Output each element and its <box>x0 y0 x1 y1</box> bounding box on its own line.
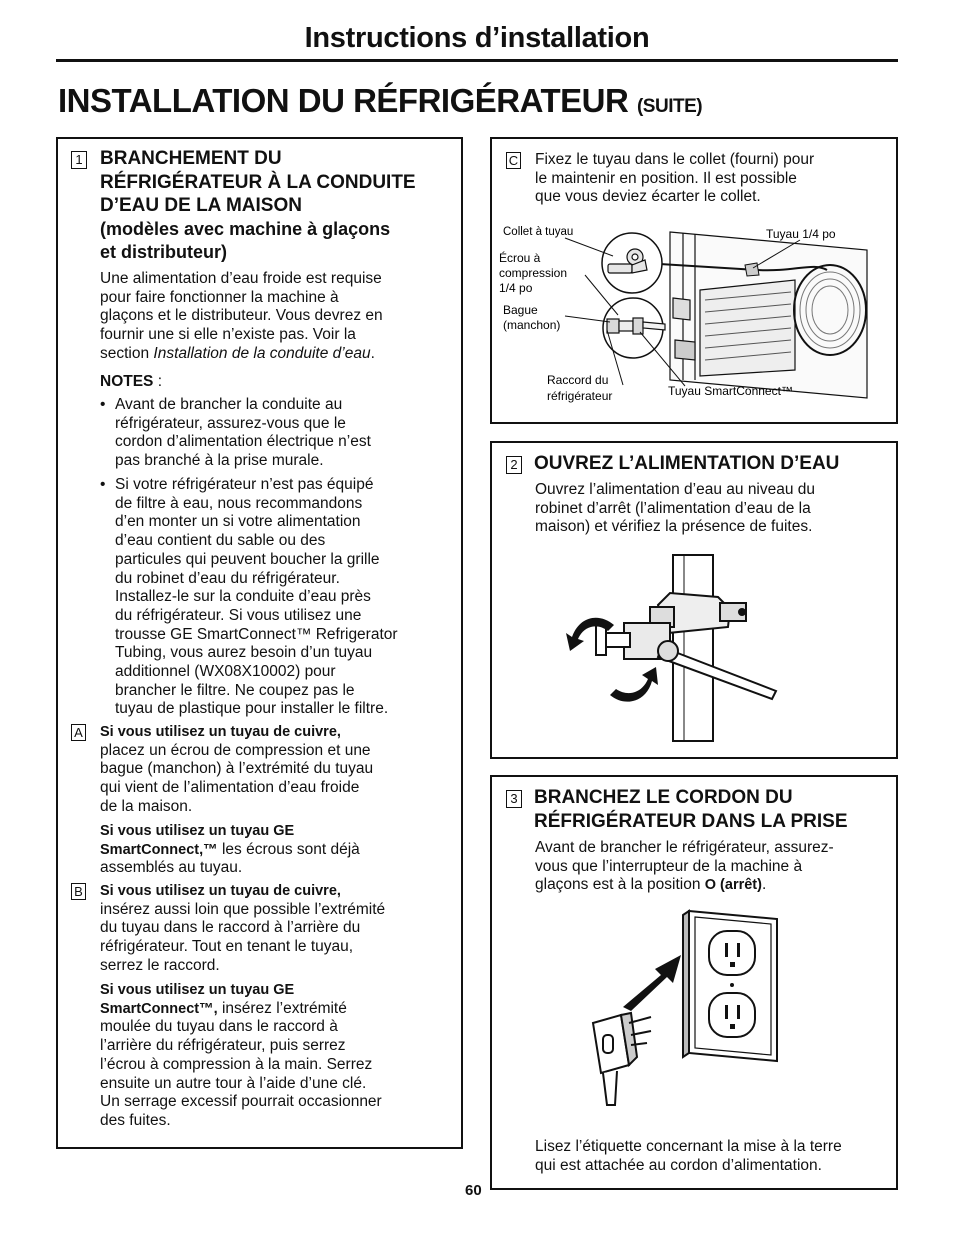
section-3-title: BRANCHEZ LE CORDON DU RÉFRIGÉRATEUR DANS LA PRISE <box>534 787 848 832</box>
outlet-receptacle-bottom <box>709 993 755 1037</box>
section-2-title: OUVREZ L’ALIMENTATION D’EAU <box>534 453 840 474</box>
page-title-main: INSTALLATION DU RÉFRIGÉRATEUR <box>58 82 629 119</box>
section-2-text: Ouvrez l’alimentation d’eau au niveau du robinet d’arrêt (l’alimentation d’eau de la maison) et vérifiez la présence de fuites. <box>535 481 816 536</box>
note-1: • Avant de brancher la conduite au réfrigérateur, assurez-vous que le cordon d’alimentation électrique n’est pas branché à la prise murale. <box>100 396 371 470</box>
step-b-marker: B <box>71 883 86 901</box>
section-3-text: Avant de brancher le réfrigérateur, assurez- vous que l’interrupteur de la machine à glaçons est à la position O (arrêt). <box>535 839 834 894</box>
shutoff-valve-illustration <box>560 553 800 745</box>
label-ecrou-3: 1/4 po <box>499 281 533 295</box>
tubing-connection-diagram <box>495 220 893 418</box>
label-ecrou-1: Écrou à <box>499 251 541 265</box>
step-a-smartconnect: Si vous utilisez un tuyau GE SmartConnect,™ les écrous sont déjà assemblés au tuyau. <box>100 823 360 877</box>
section-3-footer-note: Lisez l’étiquette concernant la mise à la terre qui est attachée au cordon d’alimentation. <box>535 1138 842 1174</box>
label-tuyau-quart: Tuyau 1/4 po <box>766 227 836 241</box>
note-2: • Si votre réfrigérateur n’est pas équipé de filtre à eau, nous recommandons d’en monter un si votre alimentation d’eau contient du sable ou des particules qui peuvent boucher la grille du robinet d’eau du réfrigérateur. Installez-le sur la conduite d’eau près du réfrigérateur. Si vous utilisez une trousse GE SmartConnect™ Refrigerator Tubing, vous aurez besoin d’un tuyau additionnel (WX08X10002) pour brancher le filtre. Ne coupez pas le tuyau de plastique pour installer le filtre. <box>100 476 398 718</box>
notes-label: NOTES : <box>100 373 163 390</box>
vertical-water-pipe <box>673 555 713 741</box>
wall-outlet-illustration <box>585 905 790 1115</box>
bullet-icon: • <box>100 396 106 413</box>
label-bague-2: (manchon) <box>503 318 561 332</box>
rotate-arrow-bottom-icon <box>610 667 658 702</box>
section-1-number: 1 <box>71 151 87 169</box>
step-c-text: Fixez le tuyau dans le collet (fourni) pour le maintenir en position. Il est possible que vous deviez écarter le collet. <box>535 151 815 206</box>
power-plug <box>593 1013 651 1105</box>
label-bague-1: Bague <box>503 303 538 317</box>
tubing-nut <box>745 263 759 276</box>
label-raccord-1: Raccord du <box>547 373 609 387</box>
label-raccord-2: réfrigérateur <box>547 389 613 403</box>
label-smartconnect: Tuyau SmartConnect™ <box>668 384 793 398</box>
section-3-number: 3 <box>506 790 522 808</box>
refrigerator-back-panel <box>670 232 867 398</box>
section-2-number: 2 <box>506 456 522 474</box>
header-rule <box>56 59 898 62</box>
running-header: Instructions d’installation <box>304 22 650 54</box>
section-1-title: BRANCHEMENT DU RÉFRIGÉRATEUR À LA CONDUITE D’EAU DE LA MAISON <box>100 148 416 216</box>
step-a-text: Si vous utilisez un tuyau de cuivre, placez un écrou de compression et une bague (manchon) à l’extrémité du tuyau qui vient de l’alimentation d’eau froide de la maison. <box>100 724 374 815</box>
step-a-marker: A <box>71 724 86 742</box>
page-title-suffix: (SUITE) <box>636 96 703 117</box>
link-installation-conduite: Installation de la conduite d’eau <box>153 344 371 362</box>
label-collet: Collet à tuyau <box>503 226 574 238</box>
page-title <box>58 82 702 120</box>
page-number: 60 <box>465 1182 482 1199</box>
section-1-subtitle: (modèles avec machine à glaçons et distributeur) <box>100 219 391 262</box>
plug-in-arrow-icon <box>623 955 681 1011</box>
section-1-intro: Une alimentation d’eau froide est requise pour faire fonctionner la machine à glaçons et le distributeur. Vous devrez en fournir une si elle n’existe pas. Voir la section Installation de la conduite d’eau. <box>100 270 383 362</box>
outlet-receptacle-top <box>709 931 755 975</box>
label-ecrou-2: compression <box>499 266 568 280</box>
bullet-icon: • <box>100 476 106 493</box>
step-b-smartconnect: Si vous utilisez un tuyau GE SmartConnect™, insérez l’extrémité moulée du tuyau dans le raccord à l’arrière du réfrigérateur, puis serrez l’écrou à compression à la main. Serrez ensuite un autre tour à l’aide d’une clé. Un serrage excessif pourrait occasionner des fuites. <box>100 982 382 1129</box>
step-b-text: Si vous utilisez un tuyau de cuivre, insérez aussi loin que possible l’extrémité du tuyau dans le raccord à l’arrière du réfrigérateur. Tout en tenant le tuyau, serrez le raccord. <box>100 883 386 974</box>
step-c-marker: C <box>506 152 521 170</box>
